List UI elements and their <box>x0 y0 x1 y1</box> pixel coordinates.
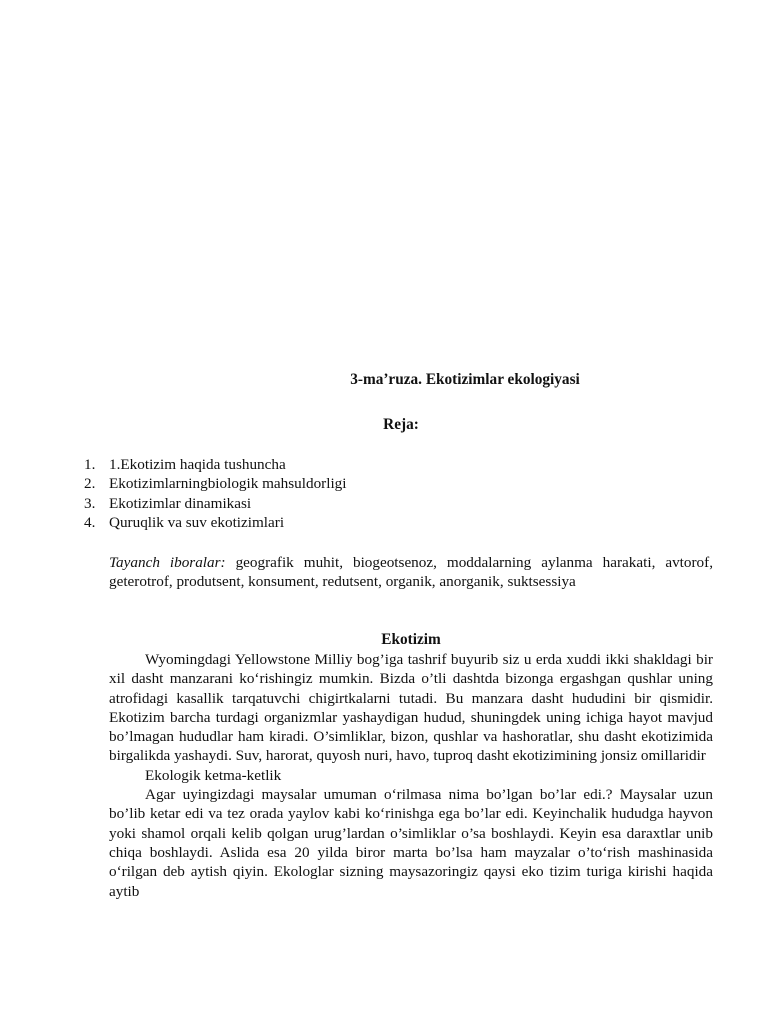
keywords-text: geografik muhit, biogeotsenoz, moddalarning aylanma harakati, avtorof, geterotrof, produtsent, konsument, redutsent, organik, anorganik, suktsessiya <box>109 554 713 591</box>
paragraph: Agar uyingizdagi maysalar umuman o‘rilmasa nima bo’lgan bo’lar edi.? Maysalar uzun bo’lib ketar edi va tez orada yaylov kabi ko‘rinishga ega bo’lar edi. Keyinchalik hududga hayvon yoki shamol orqali kelib qolgan urug’lardan o’simliklar o’sa boshlaydi. Keyin esa daraxtlar unib chiqa boshlaydi. Aslida esa 20 yilda biror marta bo’lsa ham mayzalar o’to‘rish mashinasida o‘rilgan deb aytish qiyin. Ekologlar sizning maysazoringiz qaysi eko tizim turiga kirishi haqida aytib <box>109 786 713 900</box>
paragraph: Wyomingdagi Yellowstone Milliy bog’iga tashrif buyurib siz u erda xuddi ikki shakldagi bir xil dasht manzarani ko‘rishingiz mumkin. Bizda o’tli dashtda bizonga ergashgan qushlar uning atrofidagi kasallik tarqatuvchi chigirtkalarni tutadi. Bu manzara dasht hududini bir qismidir. Ekotizim barcha turdagi organizmlar yashaydigan hudud, shuningdek uning ichiga hayot mavjud bo’lmagan hududlar ham kiradi. O’simliklar, bizon, qushlar va hashoratlar, shu dasht ekotizimida birgalikda yashaydi. Suv, harorat, quyosh nuri, havo, tuproq dasht ekotizimining jonsiz omillaridir <box>109 651 713 765</box>
plan-item-number: 4. <box>84 513 96 531</box>
plan-item <box>84 494 684 513</box>
keywords-label: Tayanch iboralar: <box>109 554 226 571</box>
plan-item-number: 3. <box>84 494 96 512</box>
body-text <box>109 650 713 901</box>
section-heading: Ekotizim <box>381 631 441 648</box>
plan-item-text: 1.Ekotizim haqida tushuncha <box>109 456 286 473</box>
plan-item <box>84 513 684 532</box>
plan-item-number: 1. <box>84 456 96 473</box>
plan-list <box>84 455 684 532</box>
plan-heading: Reja: <box>383 416 419 433</box>
plan-item-text: Ekotizimlarningbiologik mahsuldorligi <box>109 475 347 493</box>
plan-item-text: Quruqlik va suv ekotizimlari <box>109 513 285 531</box>
keywords-paragraph <box>109 553 713 592</box>
plan-item <box>84 474 684 493</box>
plan-item <box>84 455 684 474</box>
plan-item-text: Ekotizimlar dinamikasi <box>109 494 252 512</box>
lecture-title: 3-ma’ruza. Ekotizimlar ekologiyasi <box>350 371 580 388</box>
plan-item-number: 2. <box>84 475 96 493</box>
subheading: Ekologik ketma-ketlik <box>145 766 282 784</box>
